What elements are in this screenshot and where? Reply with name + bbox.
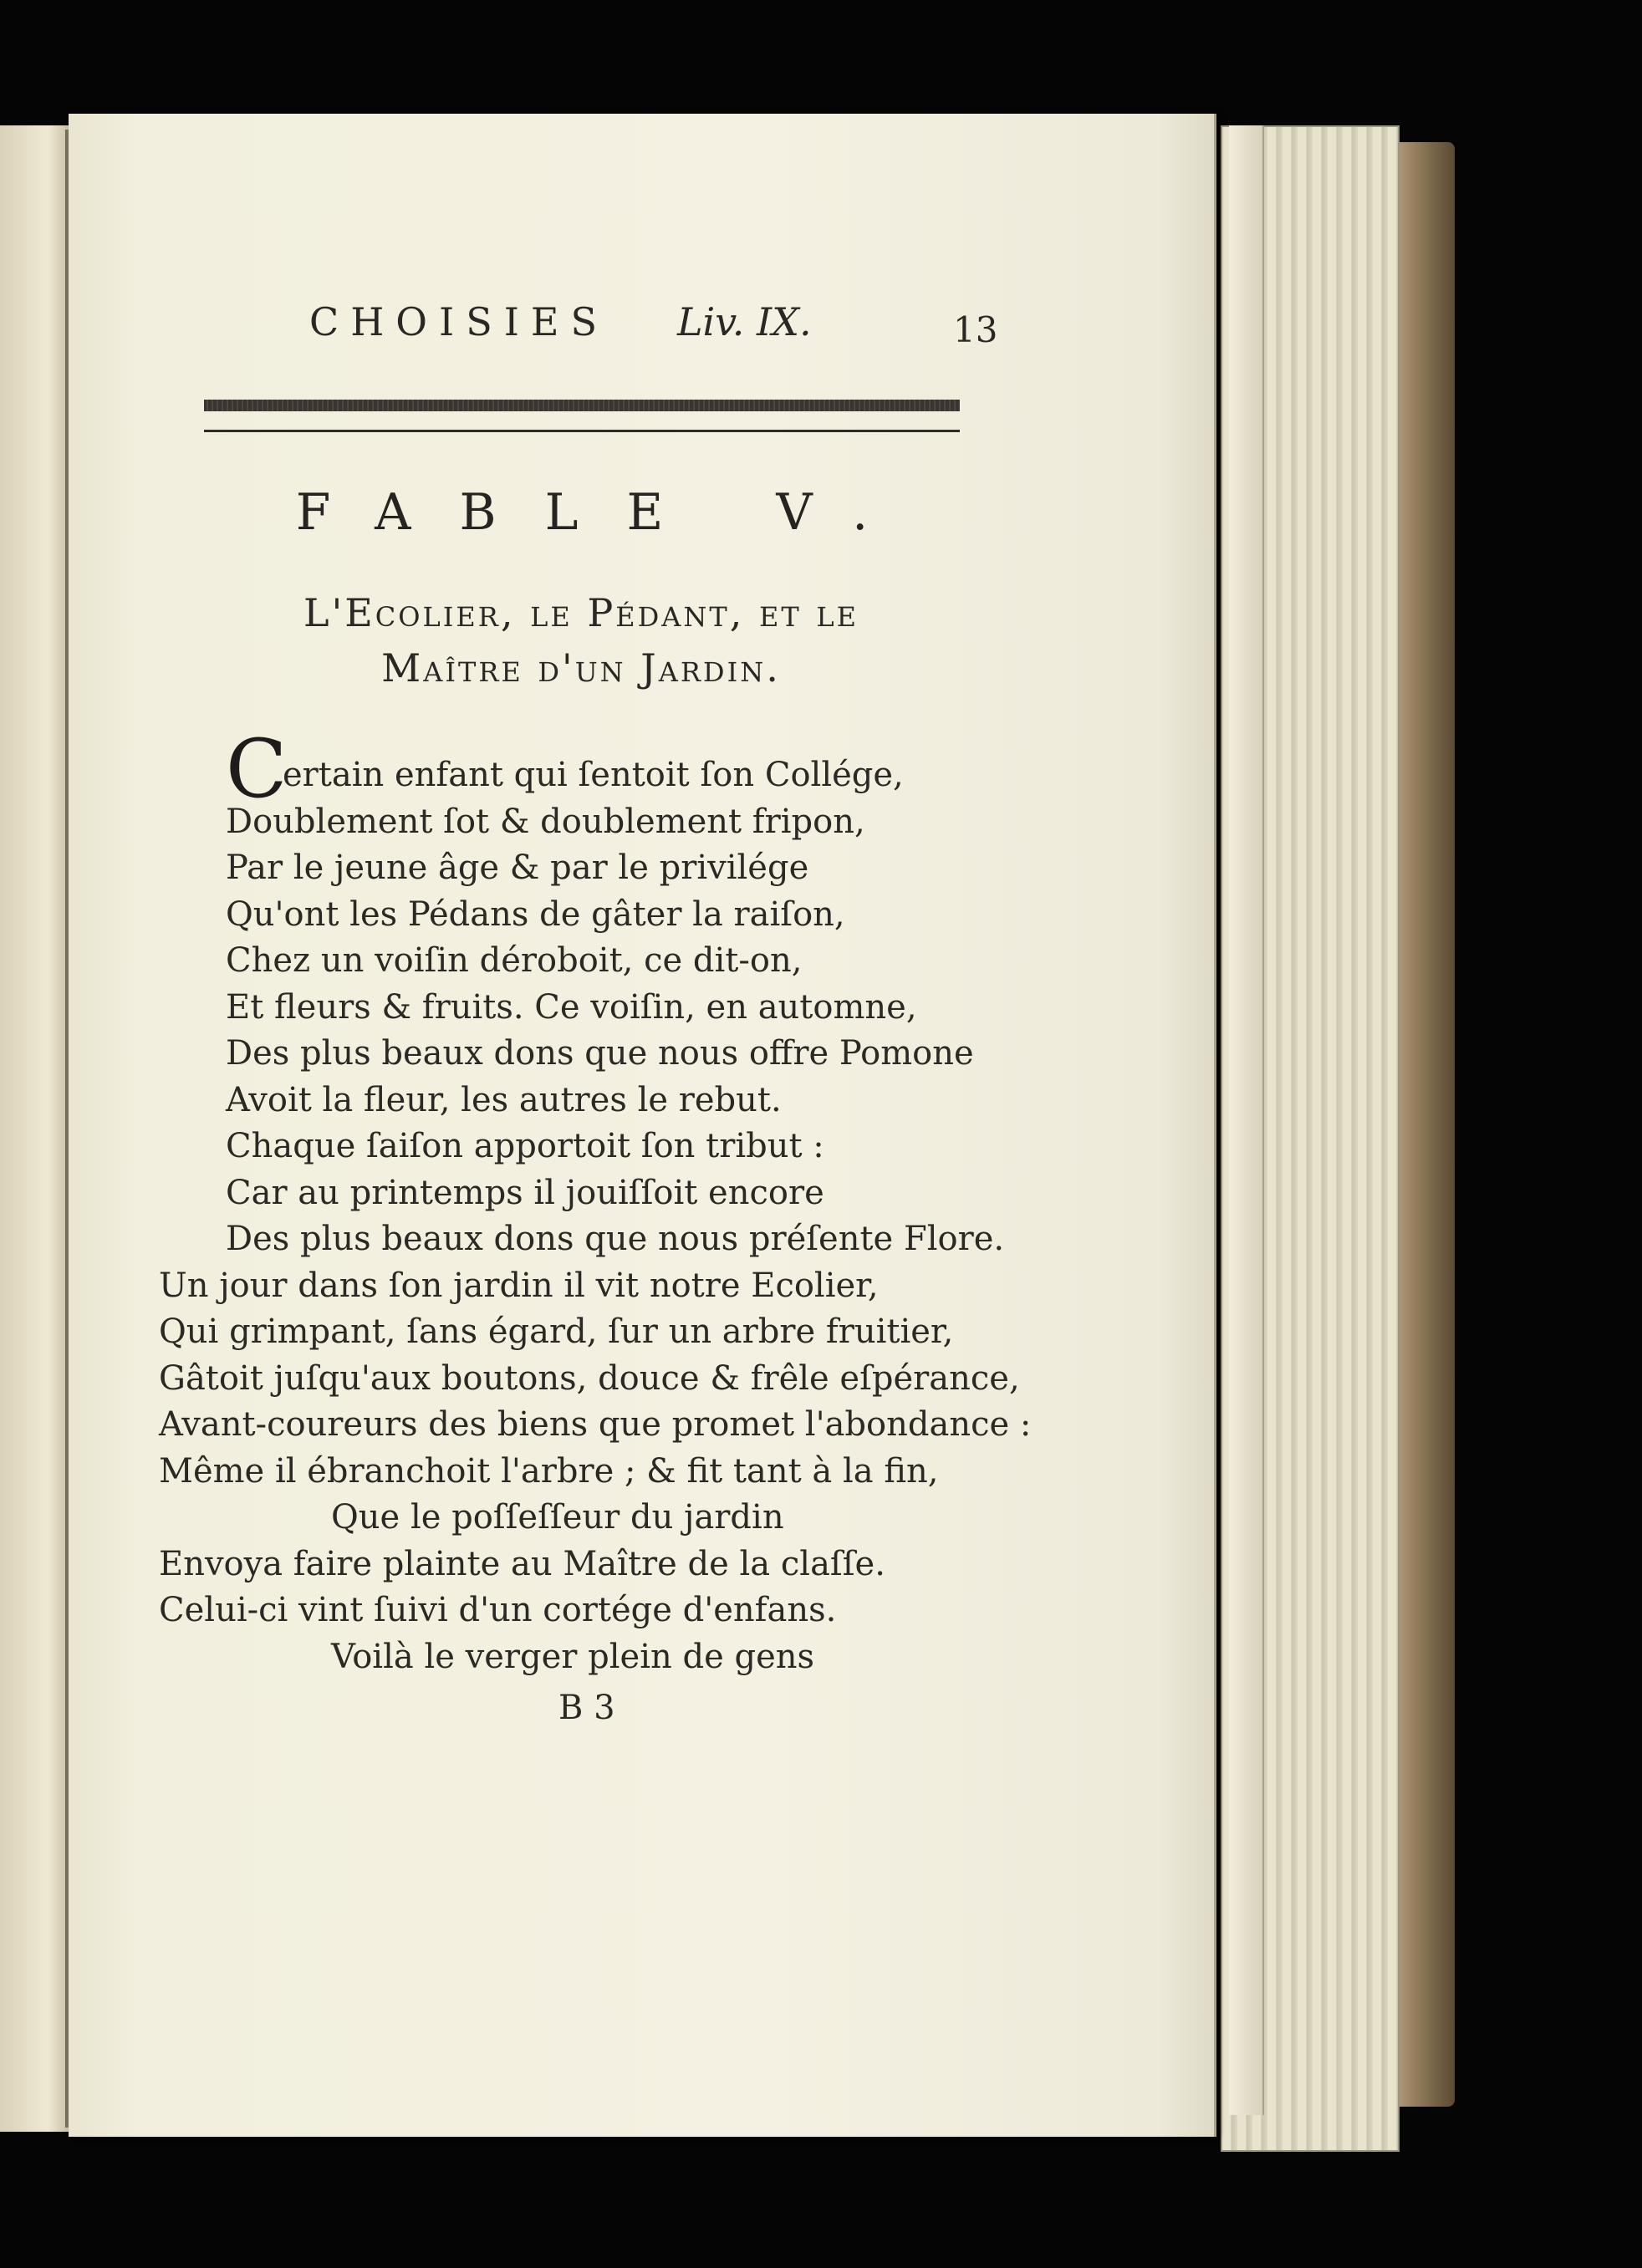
running-head	[309, 299, 1062, 358]
poem-line: Celui-ci vint ſuivi d'un cortége d'enfans.	[159, 1591, 837, 1629]
poem-line: Voilà le verger plein de gens	[331, 1637, 815, 1676]
fable-title: FABLE V.	[295, 483, 917, 542]
poem	[159, 722, 1095, 1680]
ornamental-rule	[204, 400, 960, 411]
poem-line-text: ertain enfant qui ſentoit ſon Collége,	[283, 756, 904, 794]
poem-line: Que le poſſeſſeur du jardin	[331, 1498, 784, 1537]
poem-line: Avant-coureurs des biens que promet l'abondance :	[159, 1405, 1032, 1444]
fable-subtitle	[184, 585, 978, 696]
page-number: 13	[953, 309, 998, 350]
poem-line: Chez un voiſin déroboit, ce dit-on,	[226, 941, 803, 980]
subtitle-line: Maître d'un Jardin.	[381, 645, 781, 691]
poem-line: Gâtoit juſqu'aux boutons, douce & frêle eſpérance,	[159, 1358, 1020, 1398]
page-edge-highlight	[1229, 125, 1264, 2115]
poem-line: Et fleurs & fruits. Ce voiſin, en automne,	[226, 987, 917, 1027]
poem-line: Envoya faire plainte au Maître de la claſſe.	[159, 1544, 885, 1583]
poem-line: Des plus beaux dons que nous préſente Flore.	[226, 1220, 1005, 1258]
running-head-title: CHOISIES	[309, 299, 609, 344]
poem-line: Avoit la fleur, les autres le rebut.	[226, 1080, 782, 1119]
poem-line: Qu'ont les Pédans de gâter la raiſon,	[226, 894, 845, 934]
signature-mark: B 3	[558, 1689, 615, 1727]
poem-line: Par le jeune âge & par le privilége	[226, 849, 809, 887]
poem-line: Doublement ſot & doublement fripon,	[226, 802, 865, 841]
drop-cap: C	[226, 722, 288, 816]
running-head-book: Liv. IX.	[677, 299, 812, 344]
poem-line: Chaque ſaiſon apportoit ſon tribut :	[226, 1127, 824, 1165]
poem-line: Qui grimpant, ſans égard, ſur un arbre fruitier,	[159, 1312, 954, 1351]
poem-line	[159, 722, 1095, 816]
poem-line: Même il ébranchoit l'arbre ; & fit tant à la fin,	[159, 1451, 939, 1491]
poem-line: Un jour dans ſon jardin il vit notre Ecolier,	[159, 1266, 879, 1305]
subtitle-line: L'Ecolier, le Pédant, et le	[303, 590, 859, 635]
poem-line: Des plus beaux dons que nous offre Pomone	[226, 1034, 974, 1073]
left-page-edge	[0, 125, 71, 2132]
rule-line	[204, 430, 960, 432]
poem-line: Car au printemps il jouiſſoit encore	[226, 1173, 824, 1212]
